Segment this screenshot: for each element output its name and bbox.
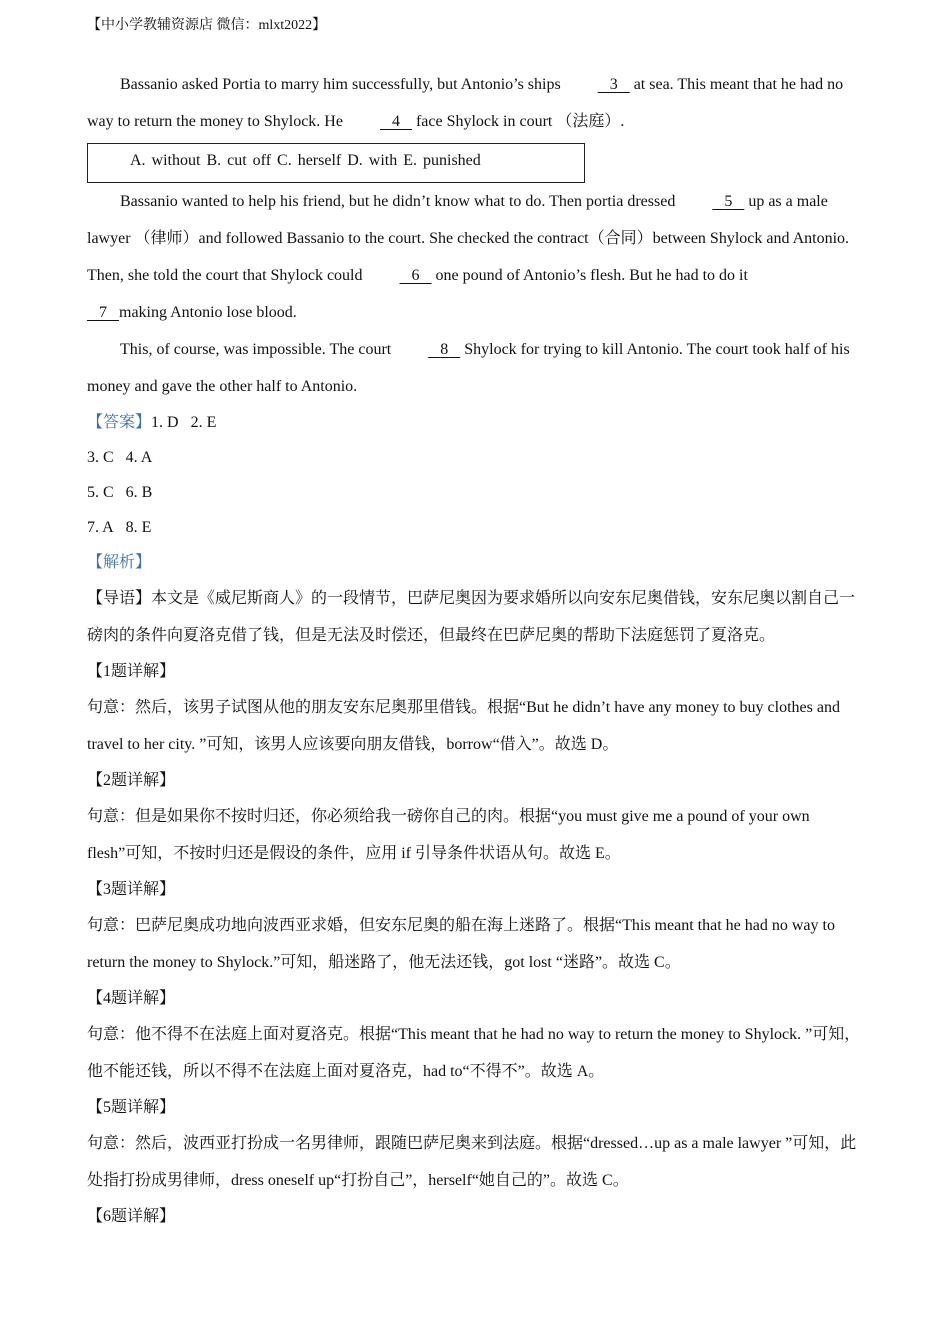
answer-item: 8. E [125,519,152,536]
detail-3-text: 句意：巴萨尼奥成功地向波西亚求婚，但安东尼奥的船在海上迷路了。根据“This meant that he had no way to return the money to Shylock.”可知，船迷路了，他无法还钱，got lost “迷路”。故选 C。 [87,917,835,971]
guide-label: 【导语】 [87,590,152,607]
blank-7: 7 [99,304,107,321]
passage-text: up as a male lawyer （律师）and followed Bassanio to the court. She checked the contract（合同）between Shylock and Antonio. Then, she told the court that Shylock could [87,193,850,284]
blank-5: 5 [724,193,733,210]
answer-item: 4. A [125,449,153,466]
detail-1-title: 【1题详解】 [87,663,176,680]
detail-4-title: 【4题详解】 [87,990,176,1007]
answer-row-3 [87,475,863,510]
passage-text: face Shylock in court （法庭）. [411,113,625,130]
analysis-label: 【解析】 [87,554,152,571]
detail-1-text: 句意：然后，该男子试图从他的朋友安东尼奥那里借钱。根据“But he didn’t have any money to buy clothes and travel to her city. ”可知，该男人应该要向朋友借钱，borrow“借入”。故选 D。 [87,699,840,753]
guide-text: 本文是《威尼斯商人》的一段情节，巴萨尼奥因为要求婚所以向安东尼奥借钱，安东尼奥以割自己一磅肉的条件向夏洛克借了钱，但是无法及时偿还，但最终在巴萨尼奥的帮助下法庭惩罚了夏洛克。 [87,590,856,644]
passage-text: Bassanio asked Portia to marry him successfully, but Antonio’s ships [120,76,565,93]
answer-item: 3. C [87,449,114,466]
detail-5-text: 句意：然后，波西亚打扮成一名男律师，跟随巴萨尼奥来到法庭。根据“dressed…up as a male lawyer ”可知，此处指打扮成男律师，dress oneself up“打扮自己”，herself“她自己的”。故选 C。 [87,1135,857,1189]
document-content [87,66,863,1234]
passage-paragraph-2 [87,183,863,331]
detail-3-title: 【3题详解】 [87,881,176,898]
detail-2-title: 【2题详解】 [87,772,176,789]
passage-paragraph-3 [87,331,863,405]
answer-item: 7. A [87,519,114,536]
answer-item: 5. C [87,484,114,501]
blank-4: 4 [391,113,400,130]
passage-text: at sea. This meant that he had no way to return the money to Shylock. He [87,76,844,130]
answer-item: 2. E [190,414,217,431]
detail-4-text: 句意：他不得不在法庭上面对夏洛克。根据“This meant that he had no way to return the money to Shylock. ”可知，他不能还钱，所以不得不在法庭上面对夏洛克，had to“不得不”。故选 A。 [87,1026,861,1080]
blank-6: 6 [411,267,420,284]
passage-text: Shylock for trying to kill Antonio. The court took half of his money and gave the other half to Antonio. [87,341,850,395]
passage-text: making Antonio lose blood. [119,304,297,321]
answer-row-4 [87,510,863,545]
answer-item: 1. D [151,414,179,431]
answer-label: 【答案】 [87,414,152,431]
detail-2-text: 句意：但是如果你不按时归还，你必须给我一磅你自己的肉。根据“you must give me a pound of your own flesh”可知，不按时归还是假设的条件，应用 if 引导条件状语从句。故选 E。 [87,808,810,862]
passage-text: Bassanio wanted to help his friend, but he didn’t know what to do. Then portia dressed [120,193,680,210]
answer-row-1 [87,405,863,440]
answer-row-2 [87,440,863,475]
options-box: A. without B. cut off C. herself D. with E. punished [87,143,585,183]
blank-3: 3 [609,76,618,93]
passage-text: This, of course, was impossible. The court [120,341,396,358]
answer-item: 6. B [125,484,153,501]
passage-paragraph-1 [87,66,863,140]
guide-paragraph [87,580,863,654]
detail-6-title: 【6题详解】 [87,1208,176,1225]
passage-text: one pound of Antonio’s flesh. But he had to do it [431,267,748,284]
detail-5-title: 【5题详解】 [87,1099,176,1116]
page-header: 【中小学教辅资源店 微信：mlxt2022】 [87,18,327,33]
blank-8: 8 [440,341,449,358]
